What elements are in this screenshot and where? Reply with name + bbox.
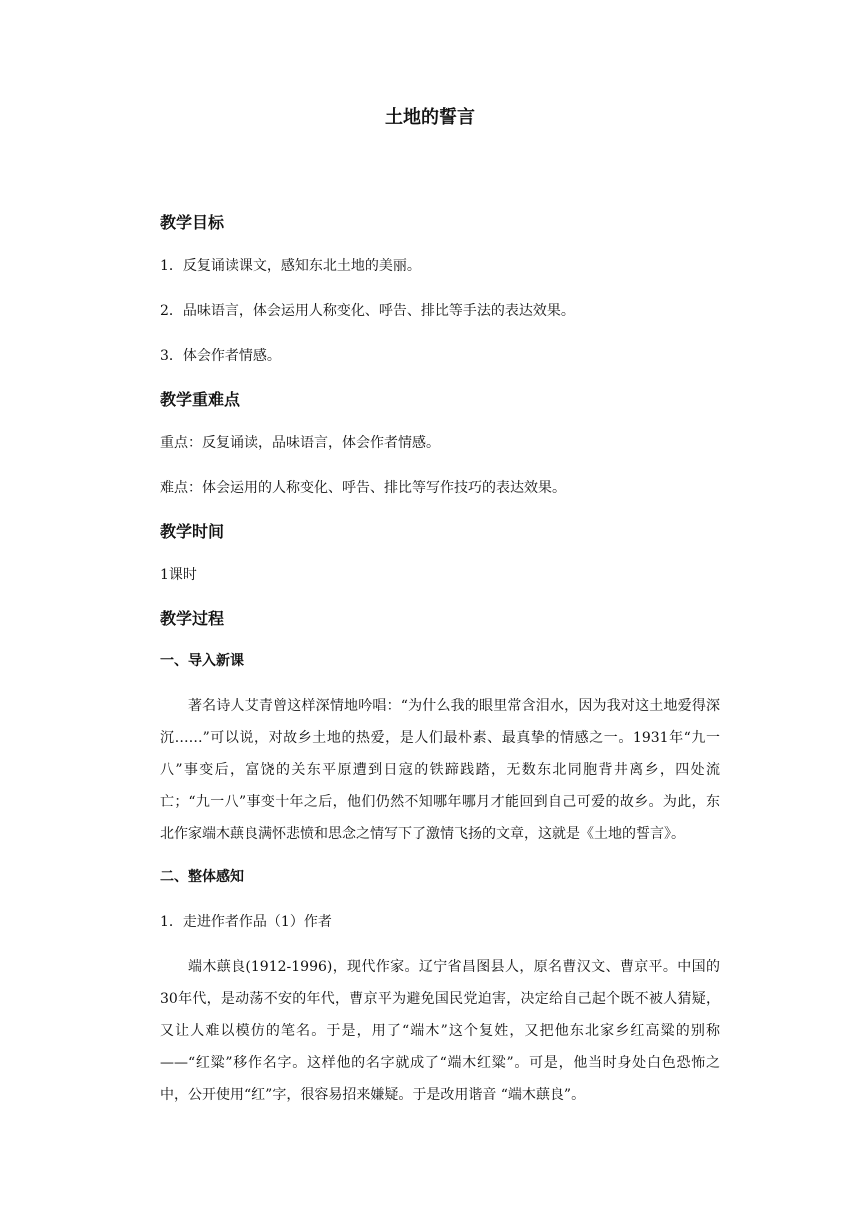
key-point: 重点：反复诵读，品味语言，体会作者情感。 xyxy=(160,435,440,451)
document-body xyxy=(160,208,720,1123)
subheading-overall-perception: 二、整体感知 xyxy=(160,869,244,885)
author-paragraph: 端木蕻良(1912-1996)，现代作家。辽宁省昌图县人，原名曹汉文、曹京平。中国的30年代，是动荡不安的年代，曹京平为避免国民党迫害，决定给自己起个既不被人猜疑，又让人难以模仿的笔名。于是，用了“端木”这个复姓，又把他东北家乡红高粱的别称——“红粱”移作名字。这样他的名字就成了“端木红粱”。可是，他当时身处白色恐怖之中，公开使用“红”字，很容易招来嫌疑。于是改用谐音 “端木蕻良”。 xyxy=(160,959,720,1103)
introduction-paragraph: 著名诗人艾青曾这样深情地吟唱：“为什么我的眼里常含泪水，因为我对这土地爱得深沉……”可以说，对故乡土地的热爱，是人们最朴素、最真挚的情感之一。1931年“九一八”事变后，富饶的关东平原遭到日寇的铁蹄践踏，无数东北同胞背井离乡，四处流亡；“九一八”事变十年之后，他们仍然不知哪年哪月才能回到自己可爱的故乡。为此，东北作家端木蕻良满怀悲愤和思念之情写下了激情飞扬的文章，这就是《土地的誓言》。 xyxy=(160,698,720,842)
teaching-time-value: 1课时 xyxy=(160,567,197,583)
heading-teaching-process: 教学过程 xyxy=(160,609,225,628)
document-title: 土地的誓言 xyxy=(385,107,475,128)
author-works-item: 1．走进作者作品（1）作者 xyxy=(160,914,332,930)
goal-item-1: 1．反复诵读课文，感知东北土地的美丽。 xyxy=(160,258,421,274)
goal-item-2: 2．品味语言，体会运用人称变化、呼告、排比等手法的表达效果。 xyxy=(160,303,575,319)
heading-teaching-time: 教学时间 xyxy=(160,522,225,541)
subheading-introduction: 一、导入新课 xyxy=(160,653,244,669)
difficult-point: 难点：体会运用的人称变化、呼告、排比等写作技巧的表达效果。 xyxy=(160,480,566,496)
heading-key-difficult-points: 教学重难点 xyxy=(160,390,241,409)
goal-item-3: 3．体会作者情感。 xyxy=(160,348,281,364)
heading-teaching-goals: 教学目标 xyxy=(160,213,225,232)
